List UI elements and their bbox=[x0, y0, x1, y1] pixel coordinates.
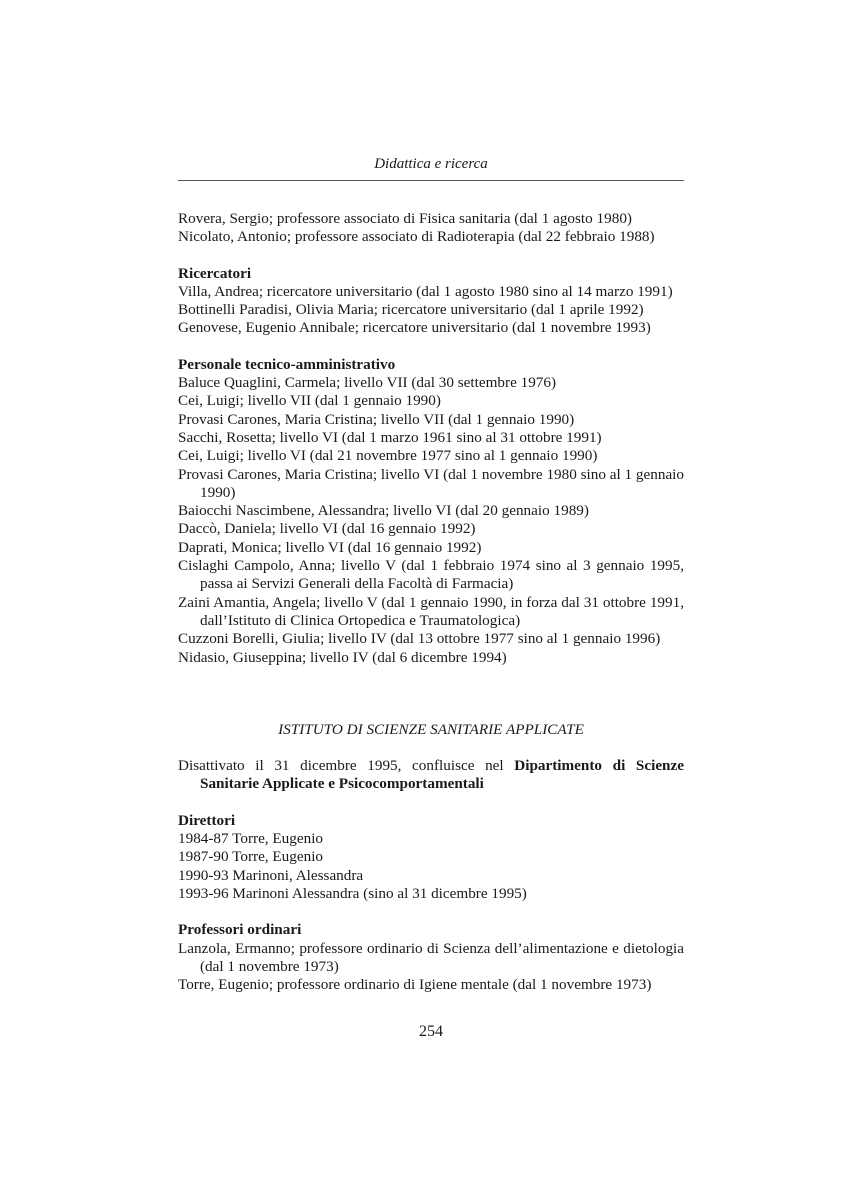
list-item: Provasi Carones, Maria Cristina; livello VI (dal 1 novembre 1980 sino al 1 gennaio 1990) bbox=[178, 465, 684, 501]
list-item: Cei, Luigi; livello VI (dal 21 novembre 1977 sino al 1 gennaio 1990) bbox=[178, 447, 598, 465]
page-number: 254 bbox=[419, 1023, 443, 1040]
direttori-heading: Direttori bbox=[178, 811, 236, 829]
section-title: ISTITUTO DI SCIENZE SANITARIE APPLICATE bbox=[278, 720, 584, 738]
list-item: Baluce Quaglini, Carmela; livello VII (dal 30 settembre 1976) bbox=[178, 374, 557, 392]
list-item: 1990-93 Marinoni, Alessandra bbox=[178, 866, 364, 884]
list-item: 1984-87 Torre, Eugenio bbox=[178, 830, 324, 848]
list-item: 1993-96 Marinoni Alessandra (sino al 31 dicembre 1995) bbox=[178, 884, 527, 902]
list-item: Rovera, Sergio; professore associato di Fisica sanitaria (dal 1 agosto 1980) bbox=[178, 210, 632, 227]
list-item: Villa, Andrea; ricercatore universitario (dal 1 agosto 1980 sino al 14 marzo 1991) bbox=[178, 282, 673, 300]
list-item: Cei, Luigi; livello VII (dal 1 gennaio 1990) bbox=[178, 392, 441, 410]
list-item: Lanzola, Ermanno; professore ordinario di Scienza dell’alimentazione e dietologia (dal 1 novembre 1973) bbox=[178, 939, 684, 975]
list-item: Cislaghi Campolo, Anna; livello V (dal 1 febbraio 1974 sino al 3 gennaio 1995, passa ai Servizi Generali della Facoltà di Farmacia) bbox=[178, 557, 684, 593]
list-item: Daccò, Daniela; livello VI (dal 16 gennaio 1992) bbox=[178, 520, 476, 538]
header-rule bbox=[178, 180, 684, 181]
list-item: Zaini Amantia, Angela; livello V (dal 1 gennaio 1990, in forza dal 31 ottobre 1991, dall’Istituto di Clinica Ortopedica e Traumatologica) bbox=[178, 593, 684, 629]
associati-list bbox=[178, 210, 684, 247]
page-content bbox=[178, 210, 684, 994]
personale-heading: Personale tecnico-amministrativo bbox=[178, 355, 396, 373]
list-item: Baiocchi Nascimbene, Alessandra; livello VI (dal 20 gennaio 1989) bbox=[178, 502, 589, 520]
list-item: Nicolato, Antonio; professore associato di Radioterapia (dal 22 febbraio 1988) bbox=[178, 228, 655, 246]
list-item: Cuzzoni Borelli, Giulia; livello IV (dal 13 ottobre 1977 sino al 1 gennaio 1996) bbox=[178, 630, 661, 648]
direttori-list bbox=[178, 830, 684, 903]
intro-department: Dipartimento di Scienze Sanitarie Applicate e Psicocomportamentali bbox=[200, 757, 684, 793]
list-item: Torre, Eugenio; professore ordinario di Igiene mentale (dal 1 novembre 1973) bbox=[178, 976, 652, 994]
ricercatori-heading: Ricercatori bbox=[178, 264, 252, 282]
list-item: Nidasio, Giuseppina; livello IV (dal 6 dicembre 1994) bbox=[178, 648, 507, 666]
list-item: Sacchi, Rosetta; livello VI (dal 1 marzo 1961 sino al 31 ottobre 1991) bbox=[178, 428, 602, 446]
ricercatori-list bbox=[178, 283, 684, 338]
personale-list bbox=[178, 374, 684, 667]
list-item: Daprati, Monica; livello VI (dal 16 gennaio 1992) bbox=[178, 538, 482, 556]
list-item: Bottinelli Paradisi, Olivia Maria; ricercatore universitario (dal 1 aprile 1992) bbox=[178, 301, 644, 319]
professori-list bbox=[178, 940, 684, 995]
list-item: Provasi Carones, Maria Cristina; livello VII (dal 1 gennaio 1990) bbox=[178, 410, 575, 428]
intro-text: Disattivato il 31 dicembre 1995, confluisce nel bbox=[178, 757, 504, 775]
list-item: 1987-90 Torre, Eugenio bbox=[178, 848, 324, 866]
section-intro bbox=[178, 757, 684, 794]
running-title: Didattica e ricerca bbox=[374, 156, 488, 172]
list-item: Genovese, Eugenio Annibale; ricercatore universitario (dal 1 novembre 1993) bbox=[178, 319, 651, 337]
professori-heading: Professori ordinari bbox=[178, 921, 302, 939]
